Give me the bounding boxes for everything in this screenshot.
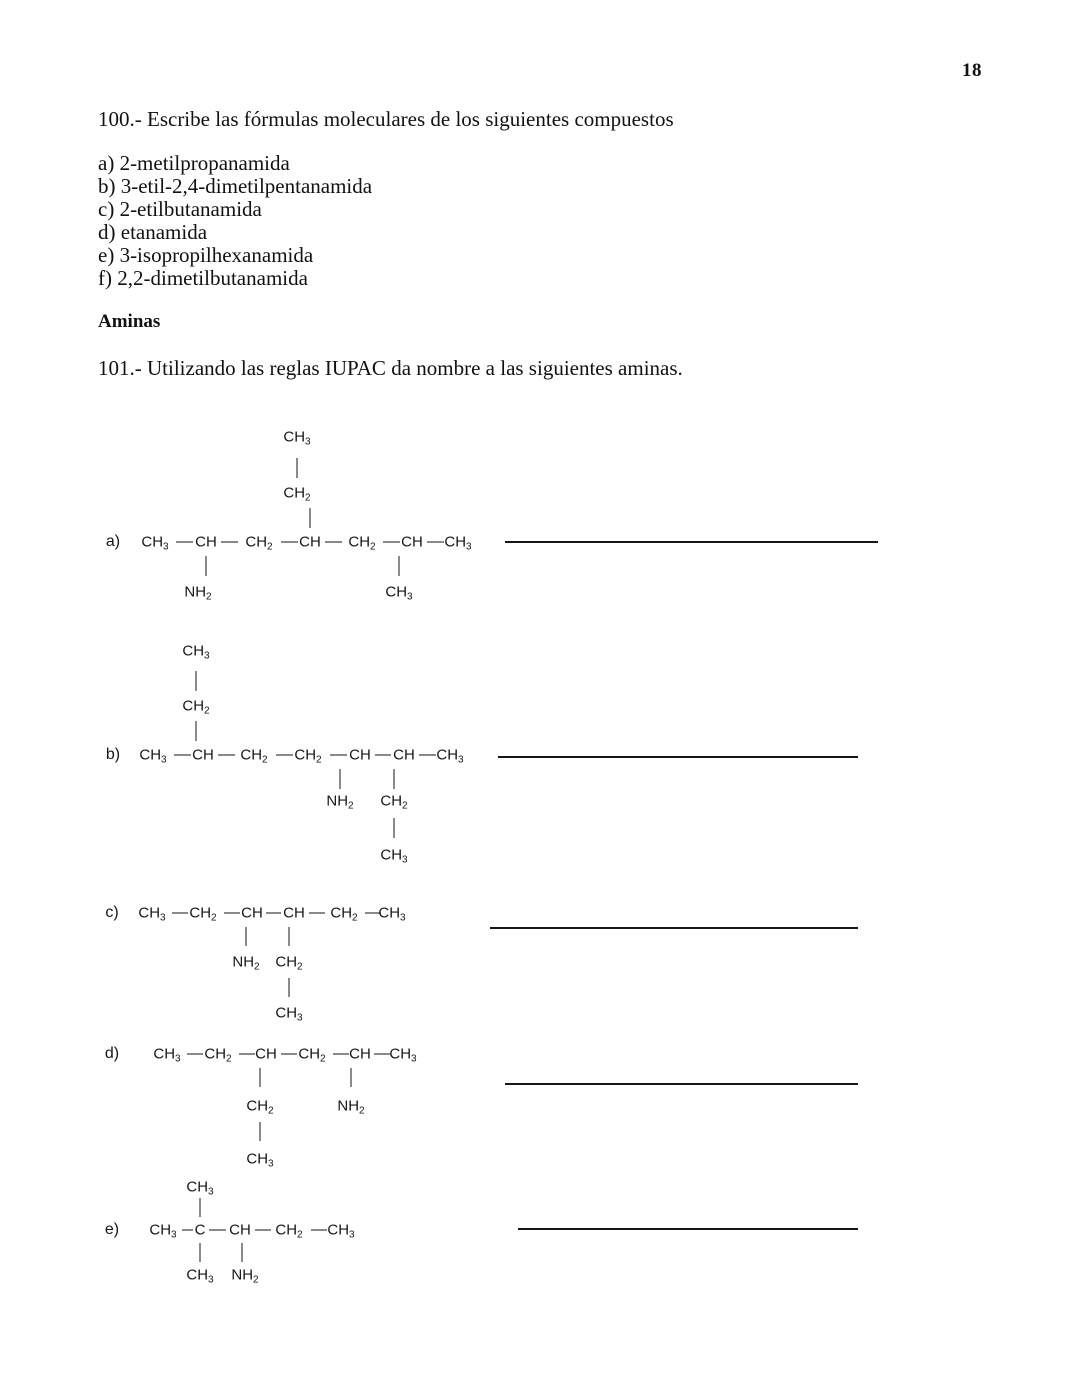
- list-item: d) etanamida: [98, 220, 208, 244]
- structure-letter-a: a): [105, 533, 121, 550]
- atom-label-ch3: $CH_3$: [385, 583, 413, 603]
- atom-label-ch2: $CH_2$: [182, 697, 210, 717]
- atom-label-nh2: $NH_2$: [326, 792, 354, 812]
- atom-label-ch3: $CH_3$: [378, 904, 406, 924]
- bond-horizontal: [182, 1230, 193, 1231]
- atom-label-ch: CH: [299, 533, 321, 551]
- atom-label-ch: CH: [255, 1045, 277, 1063]
- bond-horizontal: [311, 1230, 327, 1231]
- atom-label-ch: CH: [349, 746, 371, 764]
- atom-label-ch2: $CH_2$: [283, 484, 311, 504]
- atom-label-ch3: $CH_3$: [327, 1221, 355, 1241]
- question-101-prompt: 101.- Utilizando las reglas IUPAC da nombre a las siguientes aminas.: [98, 356, 683, 380]
- section-heading-aminas: Aminas: [98, 311, 161, 332]
- atom-label-ch3: $CH_3$: [380, 846, 408, 866]
- atom-label-ch2: $CH_2$: [348, 533, 376, 553]
- atom-label-ch3: $CH_3$: [283, 428, 311, 448]
- atom-label-ch2: $CH_2$: [204, 1045, 232, 1065]
- page-number: 18: [962, 60, 982, 81]
- list-item: a) 2-metilpropanamida: [98, 151, 290, 175]
- list-item: b) 3-etil-2,4-dimetilpentanamida: [98, 174, 373, 198]
- atom-label-ch: CH: [229, 1221, 251, 1239]
- atom-label-ch2: $CH_2$: [330, 904, 358, 924]
- atom-label-ch: CH: [393, 746, 415, 764]
- atom-label-ch3: $CH_3$: [149, 1221, 177, 1241]
- list-item: c) 2-etilbutanamida: [98, 197, 262, 221]
- bond-vertical: [200, 1198, 201, 1217]
- structure-letter-d: d): [104, 1045, 120, 1062]
- atom-label-nh2: $NH_2$: [337, 1097, 365, 1117]
- atom-label-ch2: $CH_2$: [245, 533, 273, 553]
- atom-label-ch: CH: [192, 746, 214, 764]
- atom-label-ch3: $CH_3$: [186, 1266, 214, 1286]
- atom-label-ch3: $CH_3$: [444, 533, 472, 553]
- atom-label-ch2: $CH_2$: [275, 953, 303, 973]
- structure-letter-b: b): [105, 746, 121, 763]
- bond-vertical: [200, 1243, 201, 1262]
- atom-label-ch3: $CH_3$: [138, 904, 166, 924]
- atom-label-ch3: $CH_3$: [182, 642, 210, 662]
- atom-label-ch2: $CH_2$: [298, 1045, 326, 1065]
- structure-letter-e: e): [104, 1221, 120, 1238]
- atom-label-nh2: $NH_2$: [184, 583, 212, 603]
- bond-horizontal: [209, 1230, 226, 1231]
- atom-label-ch3: $CH_3$: [436, 746, 464, 766]
- atom-label-ch3: $CH_3$: [139, 746, 167, 766]
- atom-label-ch3: $CH_3$: [275, 1004, 303, 1024]
- bond-horizontal: [255, 1230, 271, 1231]
- atom-label-ch3: $CH_3$: [389, 1045, 417, 1065]
- atom-label-ch2: $CH_2$: [240, 746, 268, 766]
- list-item: e) 3-isopropilhexanamida: [98, 243, 314, 267]
- atom-label-ch: CH: [195, 533, 217, 551]
- bond-vertical: [242, 1243, 243, 1262]
- atom-label-nh2: $NH_2$: [232, 953, 260, 973]
- atom-label-ch2: $CH_2$: [294, 746, 322, 766]
- atom-label-ch2: $CH_2$: [189, 904, 217, 924]
- atom-label-ch: CH: [241, 904, 263, 922]
- atom-label-ch: CH: [283, 904, 305, 922]
- structure-letter-c: c): [105, 904, 119, 921]
- atom-label-ch2: $CH_2$: [380, 792, 408, 812]
- atom-label-ch3: $CH_3$: [186, 1178, 214, 1198]
- list-item: f) 2,2-dimetilbutanamida: [98, 266, 308, 290]
- question-100-prompt: 100.- Escribe las fórmulas moleculares de los siguientes compuestos: [98, 107, 674, 131]
- atom-label-ch: CH: [349, 1045, 371, 1063]
- atom-label-ch: CH: [401, 533, 423, 551]
- atom-label-nh2: $NH_2$: [231, 1266, 259, 1286]
- atom-label-ch3: $CH_3$: [246, 1150, 274, 1170]
- atom-label-c: C: [194, 1221, 206, 1239]
- atom-label-ch3: $CH_3$: [153, 1045, 181, 1065]
- atom-label-ch2: $CH_2$: [246, 1097, 274, 1117]
- atom-label-ch2: $CH_2$: [275, 1221, 303, 1241]
- answer-line-e[interactable]: [518, 1228, 858, 1230]
- atom-label-ch3: $CH_3$: [141, 533, 169, 553]
